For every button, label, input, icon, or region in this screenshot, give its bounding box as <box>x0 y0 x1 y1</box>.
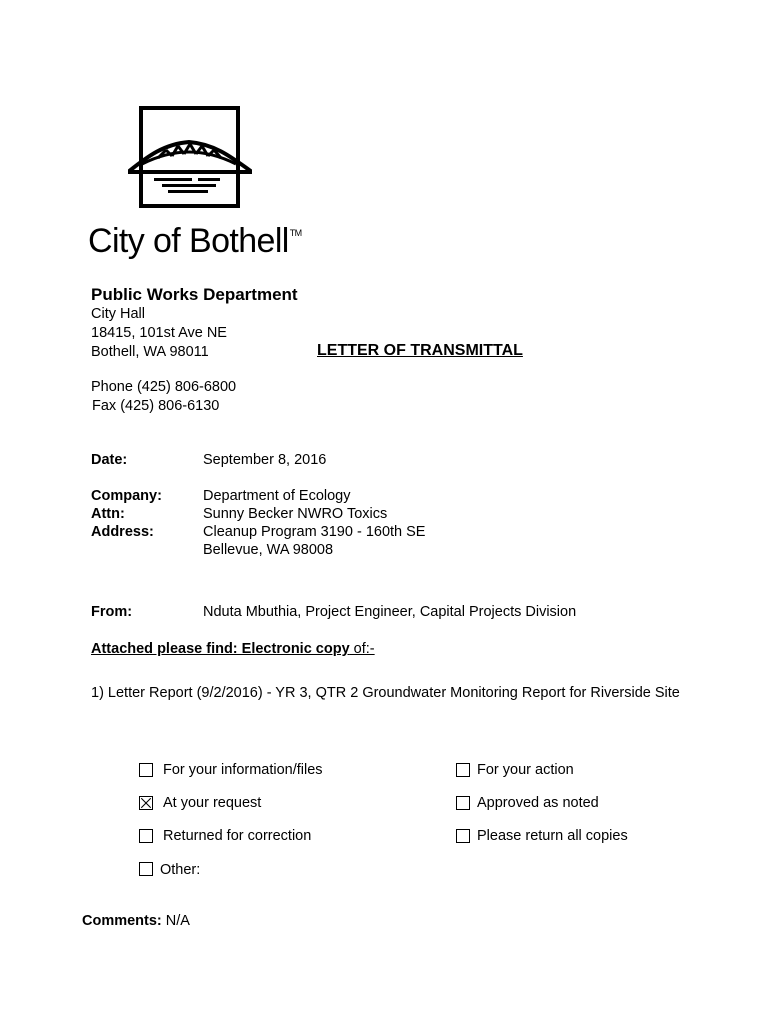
option-label: At your request <box>163 795 262 811</box>
checkbox-other[interactable] <box>139 862 153 876</box>
checkbox-for-info[interactable] <box>139 763 153 777</box>
comments: Comments: N/A <box>82 913 190 929</box>
recipient-address-line: Bellevue, WA 98008 <box>203 542 334 558</box>
recipient-address-line: Cleanup Program 3190 - 160th SE <box>203 524 426 540</box>
address-line: Bothell, WA 98011 <box>91 344 209 360</box>
trademark-mark: TM <box>289 228 302 238</box>
city-brand-name: City of Bothell™ <box>88 222 302 260</box>
bridge-logo-icon <box>128 106 252 210</box>
checkbox-returned[interactable] <box>139 829 153 843</box>
from-label: From: <box>91 604 133 620</box>
option-label: Other: <box>160 862 201 878</box>
date-value: September 8, 2016 <box>203 452 327 468</box>
address-line: City Hall <box>91 306 145 322</box>
attn-value: Sunny Becker NWRO Toxics <box>203 506 388 522</box>
from-value: Nduta Mbuthia, Project Engineer, Capital Projects Division <box>203 604 577 620</box>
checkbox-return-copies[interactable] <box>456 829 470 843</box>
attn-label: Attn: <box>91 506 125 522</box>
department-name: Public Works Department <box>91 285 298 304</box>
address-line: 18415, 101st Ave NE <box>91 325 227 341</box>
option-label: Returned for correction <box>163 828 312 844</box>
company-label: Company: <box>91 488 162 504</box>
address-label: Address: <box>91 524 154 540</box>
option-label: Approved as noted <box>477 795 599 811</box>
city-logo <box>128 106 252 210</box>
checkbox-approved[interactable] <box>456 796 470 810</box>
checkbox-for-action[interactable] <box>456 763 470 777</box>
checked-x-icon <box>140 797 152 809</box>
checkbox-at-request[interactable] <box>139 796 153 810</box>
option-label: For your information/files <box>163 762 323 778</box>
date-label: Date: <box>91 452 128 468</box>
attachment-item: 1) Letter Report (9/2/2016) - YR 3, QTR 2 Groundwater Monitoring Report for Riverside Site <box>91 685 680 701</box>
attached-heading: Attached please find: Electronic copy of:- <box>91 641 375 657</box>
fax-number: Fax (425) 806-6130 <box>92 398 220 414</box>
document-title: LETTER OF TRANSMITTAL <box>317 342 523 359</box>
company-value: Department of Ecology <box>203 488 351 504</box>
option-label: For your action <box>477 762 574 778</box>
phone-number: Phone (425) 806-6800 <box>91 379 237 395</box>
option-label: Please return all copies <box>477 828 628 844</box>
